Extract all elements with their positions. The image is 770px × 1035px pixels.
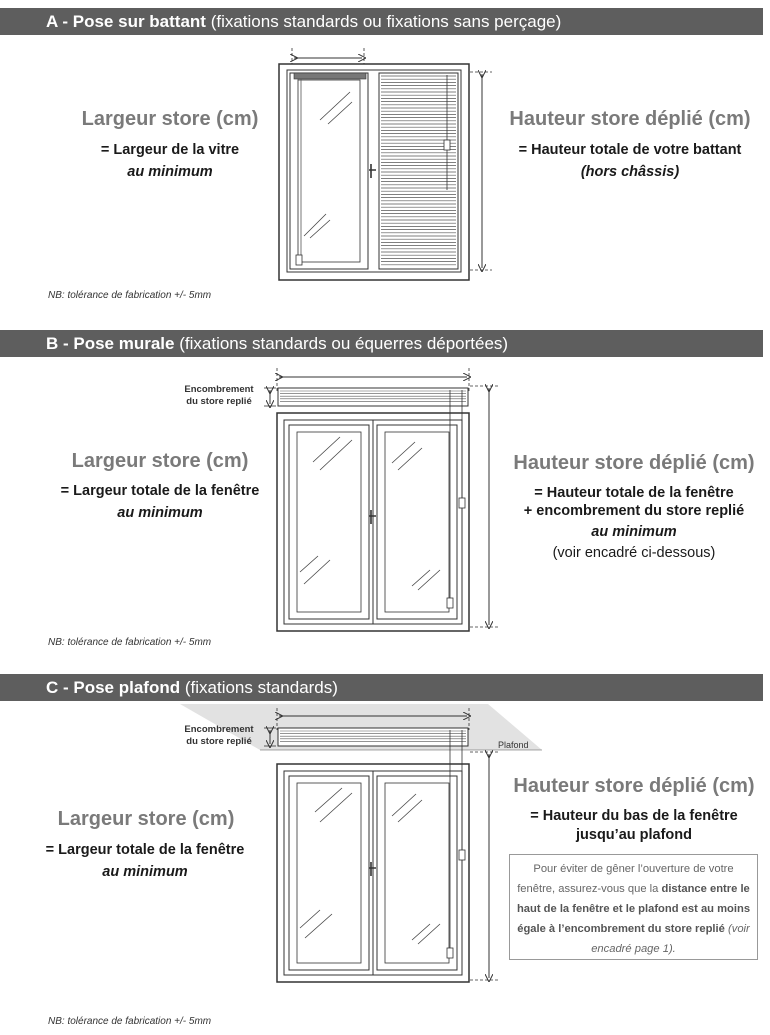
section-b-right-line2: + encombrement du store replié <box>523 503 745 519</box>
section-b-right-title: Hauteur store déplié (cm) <box>513 452 755 474</box>
section-c-right-line1: = Hauteur du bas de la fenêtre <box>530 808 738 824</box>
section-b-left-title: Largeur store (cm) <box>71 450 249 472</box>
section-b-nb: NB: tolérance de fabrication +/- 5mm <box>48 637 212 648</box>
section-b-encombrement-line1: Encombrement <box>184 384 254 395</box>
section-c-right-line2: jusqu’au plafond <box>576 827 692 843</box>
section-a-left-line2: au minimum <box>127 164 213 180</box>
section-c-note-text: Pour éviter de gêner l’ouverture de votre fenêtre, assurez-vous que la <box>517 863 734 895</box>
section-b-right-line3: au minimum <box>591 524 677 540</box>
section-a-subtitle: (fixations standards ou fixations sans perçage) <box>210 12 562 31</box>
section-b-left-line2: au minimum <box>117 505 203 521</box>
section-c-note-italic: (voir encadré page 1). <box>591 923 750 955</box>
section-c-subtitle: (fixations standards) <box>184 678 338 697</box>
section-b-subtitle: (fixations standards ou équerres déportées) <box>179 334 509 353</box>
section-a-right-title: Hauteur store déplié (cm) <box>509 108 751 130</box>
section-c-left-line2: au minimum <box>102 864 188 880</box>
section-c-encombrement-label <box>174 724 264 748</box>
section-c-note-box <box>509 854 758 960</box>
section-a-right-line2: (hors châssis) <box>580 164 680 180</box>
section-c-left-line1: = Largeur totale de la fenêtre <box>45 842 245 858</box>
section-a-nb: NB: tolérance de fabrication +/- 5mm <box>48 290 212 301</box>
section-b-encombrement-line2: du store replié <box>186 396 252 407</box>
section-b-right-line1: = Hauteur totale de la fenêtre <box>534 485 734 501</box>
section-a-right-line1: = Hauteur totale de votre battant <box>518 142 742 158</box>
section-b-left-line1: = Largeur totale de la fenêtre <box>60 483 260 499</box>
section-c-title: C - Pose plafond <box>46 678 181 697</box>
section-b-right-line4: (voir encadré ci-dessous) <box>552 545 716 561</box>
section-b-title: B - Pose murale <box>46 334 175 353</box>
section-a-left-line1: = Largeur de la vitre <box>100 142 240 158</box>
section-c-left-title: Largeur store (cm) <box>57 808 235 830</box>
section-c-note-bold: distance entre le haut de la fenêtre et le plafond est au moins égale à l’encombrement du store replié <box>516 883 751 935</box>
section-c-encombrement-line1: Encombrement <box>184 724 254 735</box>
section-c-plafond-label: Plafond <box>498 740 529 750</box>
section-c-nb: NB: tolérance de fabrication +/- 5mm <box>48 1016 212 1027</box>
section-c-right-title: Hauteur store déplié (cm) <box>513 775 755 797</box>
section-c-encombrement-line2: du store replié <box>186 736 252 747</box>
section-a-title: A - Pose sur battant <box>46 12 206 31</box>
section-a-left-title: Largeur store (cm) <box>81 108 259 130</box>
